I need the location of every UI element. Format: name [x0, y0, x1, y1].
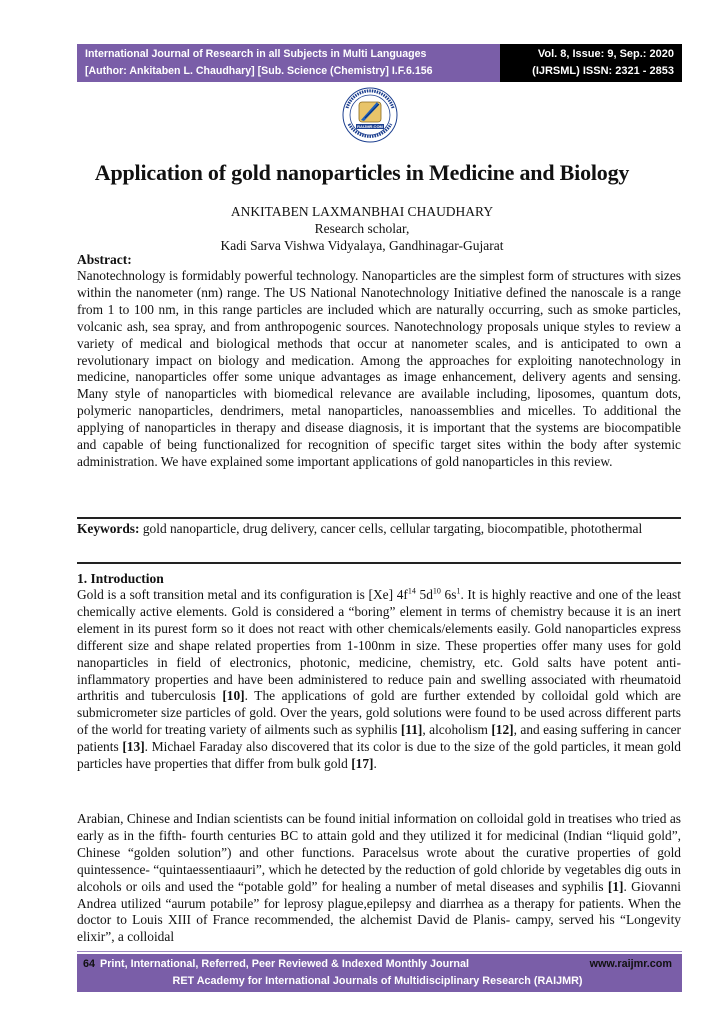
footer-divider [77, 951, 682, 952]
keywords-top-rule [77, 517, 681, 519]
introduction-paragraph-2: Arabian, Chinese and Indian scientists can be found initial information on colloidal gold in treatises who tried as early as in the fifth- fourth centuries BC to attain gold and they utilized it for medicinal (Indian “liquid gold”, Chinese “golden solution”) and other functions. Paracelsus wrote about the curative properties of gold quintessence- “quintaessentiaauri”, which he detected by the reduction of gold chloride by vegetables dig outs in alcohols or oils and used the “potable gold” for healing a number of metal diseases and syphilis [1]. Giovanni Andrea utilized “aurum potabile” for leprosy plague,epilepsy and diarrhea as a therapy for patients. When the doctor to Louis XIII of France recommended, the alchemist David de Planis- campy, served his “Longevity elixir”, a colloidal [77, 811, 681, 945]
abstract-heading: Abstract: [77, 252, 132, 267]
keywords-label: Keywords: [77, 521, 140, 536]
citation: [17] [351, 756, 374, 772]
journal-name: International Journal of Research in all Subjects in Multi Languages [85, 48, 427, 60]
citation: [10] [222, 688, 245, 704]
keywords [77, 521, 681, 538]
journal-header [77, 44, 682, 82]
introduction-paragraph-1: Gold is a soft transition metal and its configuration is [Xe] $4f^{14}$ $5d^{10}$ $6s^1$. It is highly reactive and one of the least chemically active elements. Gold is considered a “boring” element in terms of chemistry because it is an inert element in its purest form so it does not react with other chemicals/elements easily. Gold nanoparticles express different size and shape related properties from 1-100nm in size. These properties offer many uses for gold nanoparticles in field of electronics, photonic, medicine, chemistry, etc. Gold salts have potent anti-inflammatory properties and have been administered to reduce pain and swelling associated with rheumatoid arthritis and tuberculosis [10]. The applications of gold are further extended by colloidal gold which are submicrometer size particles of gold. Over the years, gold solutions were found to be used across different parts of the world for treating variety of ailments such as syphilis [11], alcoholism [12], and easing suffering in cancer patients [13]. Michael Faraday also discovered that its color is due to the size of the gold particles, it mean gold particles have properties that differ from bulk gold [17]. [77, 586, 681, 772]
author-role: Research scholar, [314, 221, 410, 236]
keywords-bottom-rule [77, 562, 681, 564]
volume-issue: Vol. 8, Issue: 9, Sep.: 2020 [537, 48, 674, 60]
publisher-name: RET Academy for International Journals of Multidisciplinary Research (RAIJMR) [172, 975, 583, 987]
header-left-panel [77, 44, 500, 82]
issn: (IJRSML) ISSN: 2321 - 2853 [532, 65, 674, 77]
citation: [12] [491, 722, 514, 738]
raijmr-quill-logo-icon [341, 86, 399, 144]
citation: [1] [607, 878, 624, 894]
citation: [13] [122, 739, 145, 755]
website-link[interactable]: www.raijmr.com [589, 958, 672, 970]
author-subject-line: [Author: Ankitaben L. Chaudhary] [Sub. Science (Chemistry] I.F.6.156 [85, 65, 433, 77]
keywords-list: gold nanoparticle, drug delivery, cancer cells, cellular targating, biocompatible, photothermal [139, 521, 643, 536]
introduction-heading: 1. Introduction [77, 571, 164, 586]
citation: [11] [400, 722, 423, 738]
author-name: ANKITABEN LAXMANBHAI CHAUDHARY [230, 204, 494, 219]
page-number: 64 [83, 958, 96, 970]
header-right-panel [500, 44, 682, 82]
svg-text:RAIJMR.COM: RAIJMR.COM [357, 124, 383, 129]
journal-footer [77, 954, 682, 992]
abstract-text: Nanotechnology is formidably powerful technology. Nanoparticles are the simplest form of structures with sizes within the nanometer (nm) range. The US National Nanotechnology Initiative defined the nanoscale is a range from 1 to 100 nm, in this range particles are included which are naturally occurring, such as smoke particles, volcanic ash, sea spray, and from anthropogenic sources. Nanotechnology proposals unique styles to review a variety of medical and biological methods that occur at nanometer scales, and is anticipated to own a revolutionary impact on biology and medication. Among the approaches for exploiting nanotechnology in medicine, nanoparticles offer some unique advantages as image enhancement, delivery agents and sensing. Many style of nanoparticles with biomedical relevance are available including, liposomes, quantum dots, polymeric nanoparticles, dendrimers, metal nanoparticles, nanoassemblies and micelles. To additional the applying of nanoparticles in therapy and disease diagnosis, it is important that the systems are biocompatible and capable of being functionalized for recognition of specific target sites within the body after systemic administration. We have explained some important applications of gold nanoparticles in this review. [77, 268, 681, 469]
footer-tagline: Print, International, Referred, Peer Reviewed & Indexed Monthly Journal [100, 958, 469, 970]
author-affiliation: Kadi Sarva Vishwa Vidyalaya, Gandhinagar-Gujarat [220, 238, 504, 253]
paper-title: Application of gold nanoparticles in Medicine and Biology [94, 160, 630, 185]
